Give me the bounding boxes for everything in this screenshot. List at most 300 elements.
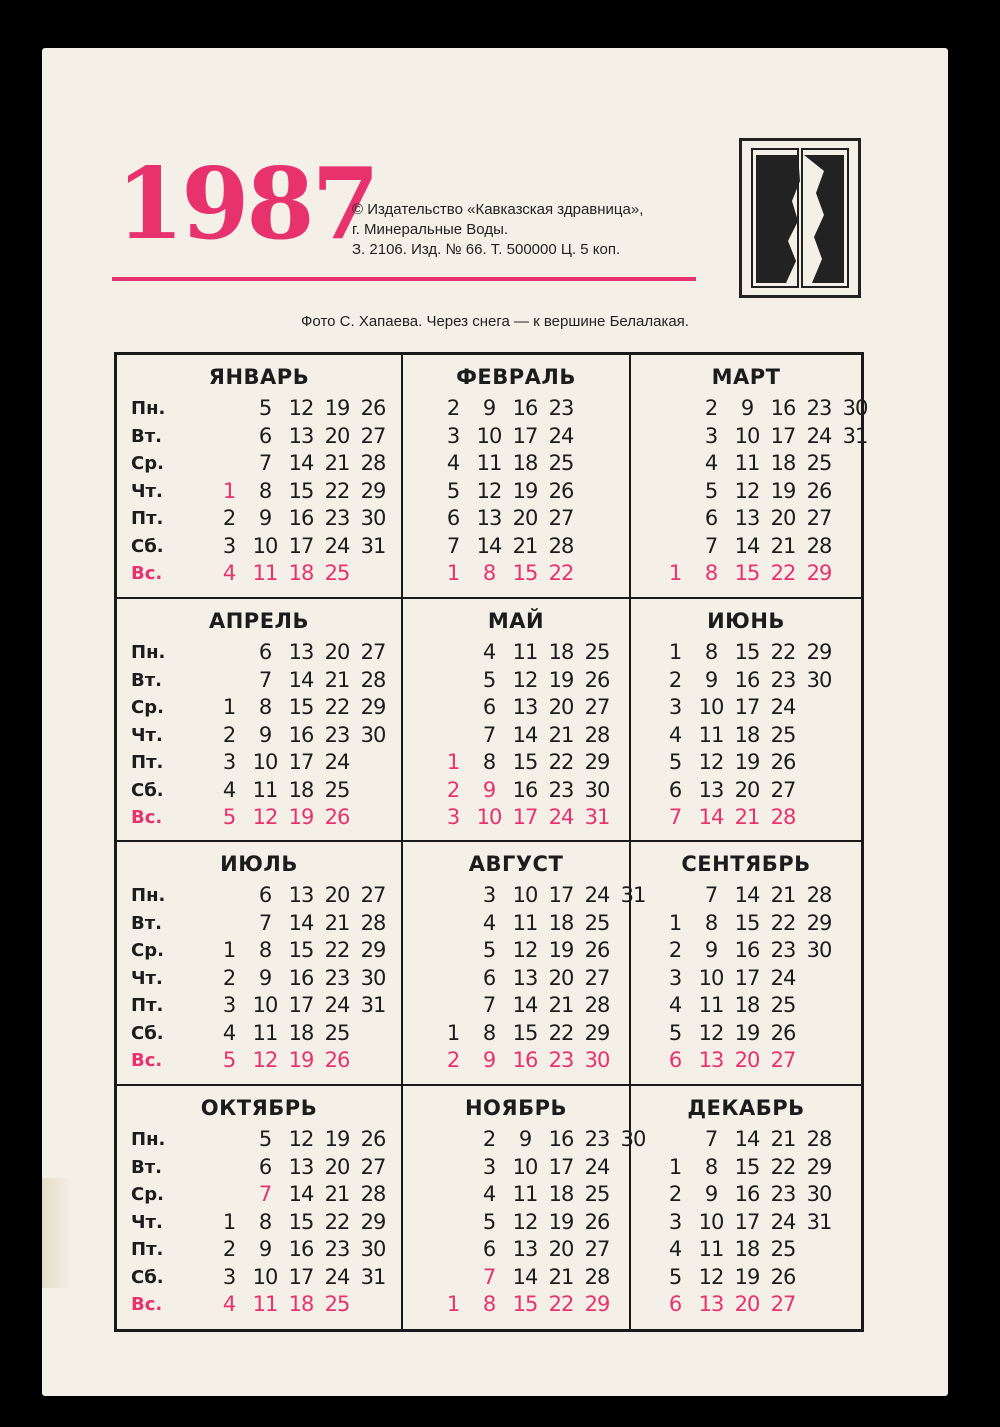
week-row (211, 1236, 391, 1264)
day-cell: 21 (770, 533, 796, 558)
day-cell: 25 (324, 1292, 350, 1316)
week-row (657, 639, 837, 667)
day-cell: 25 (324, 777, 350, 802)
day-cell: 14 (734, 1127, 760, 1151)
day-cell: 18 (288, 777, 314, 802)
weekday-labels (131, 1126, 165, 1319)
day-cell: 14 (288, 451, 314, 475)
day-cell: 13 (288, 1154, 314, 1179)
day-cell: 11 (698, 1237, 724, 1261)
day-cell: 3 (704, 423, 718, 448)
day-cell: 29 (806, 640, 832, 664)
day-cell: 5 (222, 1048, 236, 1072)
publisher-line: © Издательство «Кавказская здравница», (352, 201, 644, 218)
month-name: МАРТ (711, 365, 781, 389)
day-cell: 24 (324, 1264, 350, 1289)
week-row (211, 1126, 391, 1154)
day-cell: 26 (770, 1264, 796, 1289)
day-cell: 1 (446, 1292, 460, 1316)
day-cell (355, 804, 391, 832)
week-row (435, 395, 579, 423)
month-days (657, 639, 837, 832)
day-cell: 23 (324, 965, 350, 990)
day-cell: 17 (288, 533, 314, 558)
day-cell: 10 (698, 1209, 724, 1234)
day-cell: 9 (258, 1237, 272, 1261)
week-row (657, 694, 837, 722)
week-row (435, 450, 579, 478)
week-row (435, 965, 651, 993)
day-cell: 2 (482, 1127, 496, 1151)
day-cell: 28 (806, 533, 832, 558)
day-cell: 22 (324, 695, 350, 719)
day-cell: 21 (734, 805, 760, 829)
day-cell: 1 (446, 750, 460, 774)
day-cell (837, 450, 873, 478)
day-cell: 26 (584, 1209, 610, 1234)
day-cell: 16 (512, 1048, 538, 1072)
week-row (211, 777, 391, 805)
day-cell: 10 (734, 423, 760, 448)
month-name: ИЮНЬ (707, 609, 785, 633)
day-cell: 1 (222, 938, 236, 962)
day-cell: 22 (324, 938, 350, 962)
day-cell: 11 (512, 910, 538, 935)
day-cell (435, 639, 471, 667)
day-cell: 10 (512, 1154, 538, 1179)
day-cell: 12 (512, 1209, 538, 1234)
day-cell (801, 1264, 837, 1292)
day-cell: 9 (258, 965, 272, 990)
day-cell: 23 (324, 722, 350, 747)
day-cell (355, 560, 391, 588)
day-cell: 12 (698, 750, 724, 774)
day-cell: 2 (222, 1237, 236, 1261)
day-cell: 17 (288, 1264, 314, 1289)
week-row (435, 937, 651, 965)
day-cell: 5 (704, 478, 718, 503)
day-cell: 15 (734, 640, 760, 664)
day-cell: 1 (668, 561, 682, 585)
weekday-label: Вс. (131, 1050, 163, 1071)
day-cell: 11 (252, 1292, 278, 1316)
week-row (657, 450, 873, 478)
day-cell: 17 (512, 423, 538, 448)
month-name: ИЮЛЬ (220, 852, 298, 876)
day-cell: 17 (770, 423, 796, 448)
day-cell: 10 (698, 965, 724, 990)
month-days (657, 1126, 837, 1319)
day-cell: 19 (734, 750, 760, 774)
week-row (435, 505, 579, 533)
week-row (211, 965, 391, 993)
day-cell: 18 (548, 910, 574, 935)
day-cell: 11 (698, 993, 724, 1017)
day-cell: 20 (324, 1154, 350, 1179)
day-cell: 19 (734, 1264, 760, 1289)
day-cell: 6 (258, 883, 272, 907)
week-row (657, 1291, 837, 1319)
week-row (435, 722, 615, 750)
day-cell: 26 (806, 478, 832, 503)
day-cell: 13 (476, 506, 502, 530)
day-cell (657, 478, 693, 506)
day-cell: 29 (806, 910, 832, 935)
day-cell: 4 (222, 777, 236, 802)
day-cell: 5 (222, 805, 236, 829)
day-cell: 25 (584, 640, 610, 664)
day-cell: 9 (740, 396, 754, 420)
day-cell: 20 (324, 883, 350, 907)
day-cell (211, 882, 247, 910)
day-cell: 15 (288, 695, 314, 719)
day-cell: 7 (704, 1127, 718, 1151)
day-cell: 30 (360, 722, 386, 747)
day-cell: 3 (668, 965, 682, 990)
week-row (211, 937, 391, 965)
day-cell: 28 (584, 993, 610, 1017)
month-block (631, 842, 861, 1086)
week-row (657, 505, 873, 533)
weekday-label: Вт. (131, 669, 162, 691)
day-cell: 25 (770, 722, 796, 747)
weekday-label: Пт. (131, 1239, 164, 1260)
month-name: ФЕВРАЛЬ (456, 365, 576, 389)
week-row (657, 1209, 837, 1237)
day-cell: 15 (512, 1292, 538, 1316)
week-row (657, 667, 837, 695)
day-cell: 7 (482, 1264, 496, 1289)
day-cell: 27 (770, 777, 796, 802)
day-cell: 27 (360, 883, 386, 907)
week-row (211, 749, 391, 777)
day-cell: 30 (584, 777, 610, 802)
day-cell: 8 (258, 695, 272, 719)
day-cell: 11 (252, 1020, 278, 1045)
month-name: МАЙ (487, 609, 545, 633)
weekday-label: Пт. (131, 995, 164, 1016)
publisher-line: г. Минеральные Воды. (352, 221, 509, 238)
day-cell: 29 (584, 1020, 610, 1045)
day-cell: 27 (770, 1048, 796, 1072)
day-cell: 1 (222, 1209, 236, 1234)
day-cell: 1 (668, 910, 682, 935)
day-cell: 11 (512, 640, 538, 664)
day-cell: 3 (222, 750, 236, 774)
day-cell (801, 722, 837, 750)
day-cell: 6 (258, 640, 272, 664)
day-cell: 22 (324, 1209, 350, 1234)
month-block (403, 1086, 646, 1329)
day-cell: 28 (360, 1182, 386, 1206)
day-cell: 15 (288, 478, 314, 503)
day-cell: 6 (258, 1154, 272, 1179)
day-cell: 3 (446, 805, 460, 829)
week-row (211, 1154, 391, 1182)
day-cell: 16 (288, 1237, 314, 1261)
day-cell: 24 (324, 750, 350, 774)
day-cell: 7 (258, 667, 272, 692)
day-cell: 9 (258, 506, 272, 530)
day-cell: 2 (222, 506, 236, 530)
week-row (211, 395, 391, 423)
weekday-label: Ср. (131, 453, 164, 474)
month-block (403, 355, 631, 599)
day-cell: 25 (584, 910, 610, 935)
day-cell: 23 (324, 1237, 350, 1261)
day-cell: 9 (482, 777, 496, 802)
day-cell: 5 (668, 750, 682, 774)
week-row (211, 882, 391, 910)
paper-stain (42, 1178, 72, 1288)
day-cell: 1 (668, 1154, 682, 1179)
week-row (657, 1181, 837, 1209)
day-cell (211, 423, 247, 451)
day-cell (801, 749, 837, 777)
publisher-line: З. 2106. Изд. № 66. Т. 500000 Ц. 5 коп. (352, 241, 621, 258)
day-cell: 12 (288, 396, 314, 420)
month-days (657, 882, 837, 1075)
day-cell: 26 (770, 1020, 796, 1045)
day-cell: 24 (770, 1209, 796, 1234)
month-name: ДЕКАБРЬ (687, 1096, 805, 1120)
day-cell: 6 (668, 1048, 682, 1072)
day-cell: 14 (288, 1182, 314, 1206)
day-cell: 22 (324, 478, 350, 503)
day-cell: 22 (770, 1154, 796, 1179)
day-cell: 4 (222, 1292, 236, 1316)
day-cell: 8 (482, 561, 496, 585)
day-cell (355, 777, 391, 805)
day-cell: 27 (360, 1154, 386, 1179)
day-cell: 17 (512, 805, 538, 829)
day-cell: 5 (258, 396, 272, 420)
day-cell: 11 (252, 777, 278, 802)
day-cell (801, 992, 837, 1020)
day-cell: 14 (476, 533, 502, 558)
month-name: НОЯБРЬ (464, 1096, 567, 1120)
day-cell: 22 (770, 640, 796, 664)
day-cell (211, 1181, 247, 1209)
week-row (435, 1154, 651, 1182)
month-block (117, 842, 403, 1086)
day-cell: 10 (512, 883, 538, 907)
week-row (657, 1236, 837, 1264)
day-cell: 6 (482, 1237, 496, 1261)
weekday-label: Сб. (131, 1266, 164, 1288)
day-cell: 7 (668, 805, 682, 829)
day-cell: 19 (324, 396, 350, 420)
day-cell: 20 (548, 695, 574, 719)
day-cell: 29 (806, 1154, 832, 1179)
day-cell: 22 (548, 750, 574, 774)
day-cell: 17 (734, 1209, 760, 1234)
week-row (211, 560, 391, 588)
day-cell: 4 (668, 722, 682, 747)
week-row (435, 667, 615, 695)
day-cell: 10 (252, 750, 278, 774)
week-row (435, 1047, 651, 1075)
week-row (657, 777, 837, 805)
day-cell: 26 (360, 1127, 386, 1151)
day-cell: 18 (548, 640, 574, 664)
day-cell: 18 (288, 1020, 314, 1045)
day-cell: 18 (548, 1182, 574, 1206)
day-cell: 27 (584, 695, 610, 719)
week-row (211, 1264, 391, 1292)
day-cell (801, 777, 837, 805)
day-cell: 26 (584, 667, 610, 692)
day-cell: 28 (360, 910, 386, 935)
weekday-label: Сб. (131, 1022, 164, 1044)
week-row (435, 533, 579, 561)
day-cell (435, 992, 471, 1020)
calendar-card (42, 48, 948, 1396)
weekday-label: Сб. (131, 779, 164, 801)
day-cell: 31 (842, 423, 868, 448)
day-cell: 14 (512, 1264, 538, 1289)
month-name: АПРЕЛЬ (208, 609, 309, 633)
day-cell: 1 (668, 640, 682, 664)
day-cell: 16 (548, 1127, 574, 1151)
day-cell: 20 (548, 1237, 574, 1261)
month-block (631, 1086, 861, 1329)
day-cell: 31 (360, 533, 386, 558)
day-cell (657, 450, 693, 478)
day-cell (435, 1209, 471, 1237)
day-cell: 13 (698, 777, 724, 802)
day-cell: 13 (288, 640, 314, 664)
day-cell: 10 (252, 1264, 278, 1289)
day-cell: 2 (668, 1182, 682, 1206)
day-cell: 9 (518, 1127, 532, 1151)
month-block (117, 599, 403, 842)
day-cell: 8 (482, 1292, 496, 1316)
month-block (117, 355, 403, 599)
day-cell (355, 749, 391, 777)
week-row (657, 965, 837, 993)
day-cell: 8 (482, 1020, 496, 1045)
day-cell (211, 639, 247, 667)
day-cell: 7 (446, 533, 460, 558)
day-cell (435, 694, 471, 722)
day-cell: 30 (806, 667, 832, 692)
day-cell: 21 (324, 910, 350, 935)
day-cell: 26 (324, 805, 350, 829)
day-cell: 23 (770, 1182, 796, 1206)
day-cell (435, 1264, 471, 1292)
day-cell: 2 (668, 938, 682, 962)
day-cell: 5 (258, 1127, 272, 1151)
day-cell: 10 (252, 993, 278, 1017)
day-cell (801, 1047, 837, 1075)
day-cell: 23 (548, 1048, 574, 1072)
day-cell: 2 (222, 722, 236, 747)
day-cell: 13 (288, 883, 314, 907)
day-cell: 20 (734, 1292, 760, 1316)
day-cell: 23 (806, 396, 832, 420)
day-cell: 16 (512, 777, 538, 802)
day-cell: 17 (548, 883, 574, 907)
day-cell: 19 (288, 805, 314, 829)
day-cell (435, 667, 471, 695)
day-cell: 24 (770, 965, 796, 990)
day-cell: 5 (668, 1264, 682, 1289)
day-cell: 14 (288, 667, 314, 692)
weekday-label: Пт. (131, 752, 164, 773)
day-cell: 6 (258, 423, 272, 448)
day-cell: 28 (806, 883, 832, 907)
day-cell (435, 1181, 471, 1209)
weekday-label: Ср. (131, 697, 164, 718)
week-row (211, 1291, 391, 1319)
month-days (211, 639, 391, 832)
weekday-label: Вс. (131, 1294, 163, 1315)
day-cell: 8 (258, 1209, 272, 1234)
day-cell: 28 (584, 1264, 610, 1289)
day-cell (435, 1154, 471, 1182)
day-cell: 12 (698, 1020, 724, 1045)
day-cell: 9 (704, 938, 718, 962)
week-row (657, 1264, 837, 1292)
day-cell: 6 (668, 777, 682, 802)
day-cell: 17 (734, 965, 760, 990)
week-row (435, 777, 615, 805)
day-cell: 14 (288, 910, 314, 935)
weekday-label: Пн. (131, 1129, 166, 1150)
month-days (211, 395, 391, 588)
day-cell: 3 (222, 533, 236, 558)
weekday-label: Сб. (131, 535, 164, 557)
day-cell: 2 (446, 777, 460, 802)
day-cell: 27 (770, 1292, 796, 1316)
day-cell: 31 (360, 993, 386, 1017)
month-days (211, 882, 391, 1075)
day-cell: 9 (704, 667, 718, 692)
day-cell: 13 (698, 1048, 724, 1072)
day-cell: 12 (252, 805, 278, 829)
day-cell: 30 (620, 1127, 646, 1151)
day-cell: 14 (512, 722, 538, 747)
week-row (657, 804, 837, 832)
week-row (435, 423, 579, 451)
day-cell: 5 (482, 938, 496, 962)
weekday-label: Ср. (131, 940, 164, 961)
day-cell: 25 (324, 1020, 350, 1045)
week-row (211, 992, 391, 1020)
week-row (657, 910, 837, 938)
day-cell: 19 (548, 938, 574, 962)
day-cell: 3 (482, 1154, 496, 1179)
day-cell: 12 (476, 478, 502, 503)
day-cell: 20 (512, 506, 538, 530)
day-cell (657, 533, 693, 561)
day-cell: 3 (668, 695, 682, 719)
month-block (403, 599, 631, 842)
day-cell (837, 478, 873, 506)
day-cell: 3 (222, 1264, 236, 1289)
day-cell (435, 1236, 471, 1264)
day-cell: 19 (548, 1209, 574, 1234)
day-cell: 2 (222, 965, 236, 990)
month-days (435, 882, 651, 1075)
day-cell (435, 937, 471, 965)
day-cell (801, 804, 837, 832)
day-cell: 14 (698, 805, 724, 829)
day-cell: 17 (288, 993, 314, 1017)
week-row (435, 1020, 651, 1048)
day-cell: 22 (770, 910, 796, 935)
